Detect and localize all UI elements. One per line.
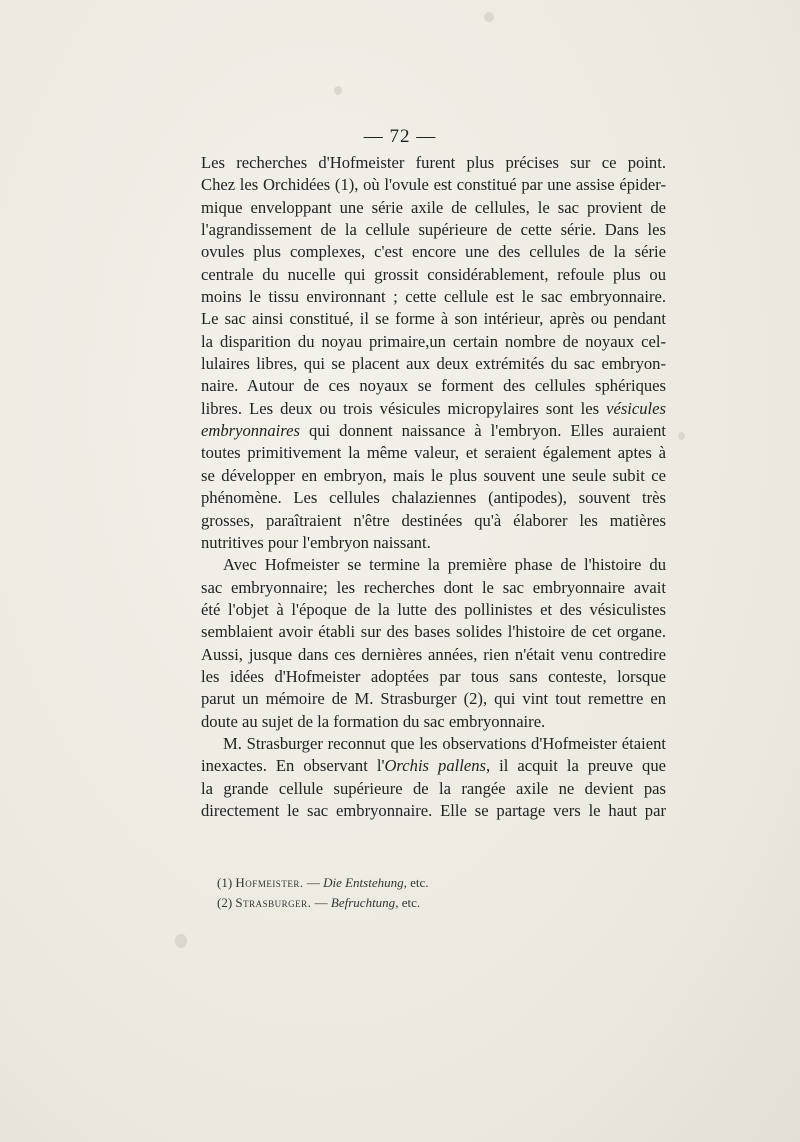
text-fragment: doute au sujet de la formation du sac embryonnaire.	[201, 711, 546, 731]
text-line	[201, 666, 666, 688]
text-fragment: qui donnent naissance à l'embryon. Elles auraient	[299, 421, 666, 441]
text-fragment: toutes primitivement la même valeur, et seraient également aptes à	[201, 443, 666, 463]
text-fragment: M. Strasburger reconnut que les observations d'Hofmeister étaient	[223, 733, 666, 753]
text-fragment: centrale du nucelle qui grossit considérablement, refoule plus ou	[201, 264, 666, 284]
text-fragment: Aussi, jusque dans ces dernières années, rien n'était venu contredire	[201, 644, 666, 664]
text-line	[201, 420, 666, 442]
footnote	[217, 873, 667, 893]
text-fragment: , il acquit la preuve que	[485, 756, 666, 776]
text-line	[201, 286, 666, 308]
italic-term: Orchis pallens	[384, 756, 486, 776]
paper-spot	[678, 432, 685, 440]
text-line	[201, 800, 666, 822]
footnote-title: Befruchtung	[330, 895, 396, 910]
paper-spot	[484, 12, 494, 22]
footnote-title: Die Entstehung	[323, 875, 404, 890]
text-line	[201, 465, 666, 487]
text-line	[201, 375, 666, 397]
text-line	[201, 711, 666, 733]
text-line	[201, 644, 666, 666]
italic-term: vésicules	[606, 398, 666, 418]
footnote-tail: , etc.	[403, 875, 429, 890]
text-fragment: parut un mémoire de M. Strasburger (2), qui vint tout remettre en	[201, 689, 666, 709]
body-text	[201, 152, 666, 822]
text-line	[201, 733, 666, 755]
italic-term: embryonnaires	[201, 421, 300, 441]
text-line	[201, 331, 666, 353]
text-line	[201, 755, 666, 777]
page-number: — 72 —	[363, 126, 437, 147]
text-line	[201, 487, 666, 509]
text-fragment: semblaient avoir établi sur des bases solides l'histoire de cet organe.	[201, 622, 666, 642]
footnote-author: Hofmeister.	[235, 875, 304, 890]
text-fragment: Le sac ainsi constitué, il se forme à son intérieur, après ou pendant	[201, 309, 666, 329]
text-line	[201, 197, 666, 219]
paper-spot	[175, 934, 187, 948]
text-fragment: ovules plus complexes, c'est encore une des cellules de la série	[201, 242, 666, 262]
text-fragment: inexactes. En observant l'	[201, 756, 385, 776]
text-line	[201, 442, 666, 464]
text-line	[201, 353, 666, 375]
text-fragment: Les recherches d'Hofmeister furent plus précises sur ce point.	[201, 153, 666, 172]
text-line	[201, 152, 666, 174]
text-fragment: moins le tissu environnant ; cette cellule est le sac embryonnaire.	[201, 287, 666, 307]
text-fragment: sac embryonnaire; les recherches dont le sac embryonnaire avait	[201, 577, 666, 597]
footnote-dash: —	[311, 895, 331, 910]
text-fragment: mique enveloppant une série axile de cellules, le sac provient de	[201, 197, 666, 217]
text-fragment: Avec Hofmeister se termine la première phase de l'histoire du	[223, 555, 666, 575]
text-line	[201, 621, 666, 643]
text-fragment: Chez les Orchidées (1), où l'ovule est constitué par une assise épider-	[201, 175, 666, 195]
footnote-num: (1)	[217, 875, 236, 890]
text-fragment: nutritives pour l'embryon naissant.	[201, 532, 431, 552]
text-line	[201, 577, 666, 599]
text-line	[201, 688, 666, 710]
footnote-num: (2)	[217, 895, 236, 910]
text-line	[201, 778, 666, 800]
footnote	[217, 893, 667, 913]
footnotes	[217, 873, 667, 913]
text-fragment: les idées d'Hofmeister adoptées par tous sans conteste, lorsque	[201, 666, 666, 686]
text-fragment: été l'objet à l'époque de la lutte des pollinistes et des vésiculistes	[201, 599, 666, 619]
text-fragment: la grande cellule supérieure de la rangée axile ne devient pas	[201, 778, 666, 798]
paper-spot	[334, 86, 342, 95]
text-line	[201, 174, 666, 196]
text-line	[201, 308, 666, 330]
text-line	[201, 554, 666, 576]
text-line	[201, 532, 666, 554]
text-line	[201, 219, 666, 241]
text-fragment: libres. Les deux ou trois vésicules micropylaires sont les	[201, 398, 607, 418]
text-fragment: se développer en embryon, mais le plus souvent une seule subit ce	[201, 465, 666, 485]
text-line	[201, 599, 666, 621]
text-line	[201, 241, 666, 263]
text-fragment: grosses, paraîtraient n'être destinées qu'à élaborer les matières	[201, 510, 666, 530]
text-fragment: phénomène. Les cellules chalaziennes (antipodes), souvent très	[201, 488, 666, 508]
text-line	[201, 264, 666, 286]
text-fragment: la disparition du noyau primaire,un certain nombre de noyaux cel-	[201, 331, 666, 351]
text-fragment: directement le sac embryonnaire. Elle se partage vers le haut par	[201, 800, 666, 820]
text-line	[201, 510, 666, 532]
footnote-author: Strasburger.	[235, 895, 312, 910]
footnote-dash: —	[303, 875, 324, 890]
footnote-tail: , etc.	[395, 895, 421, 910]
text-fragment: l'agrandissement de la cellule supérieure de cette série. Dans les	[201, 220, 666, 240]
text-fragment: naire. Autour de ces noyaux se forment des cellules sphériques	[201, 376, 666, 396]
text-line	[201, 398, 666, 420]
text-fragment: lulaires libres, qui se placent aux deux extrémités du sac embryon-	[201, 354, 666, 374]
